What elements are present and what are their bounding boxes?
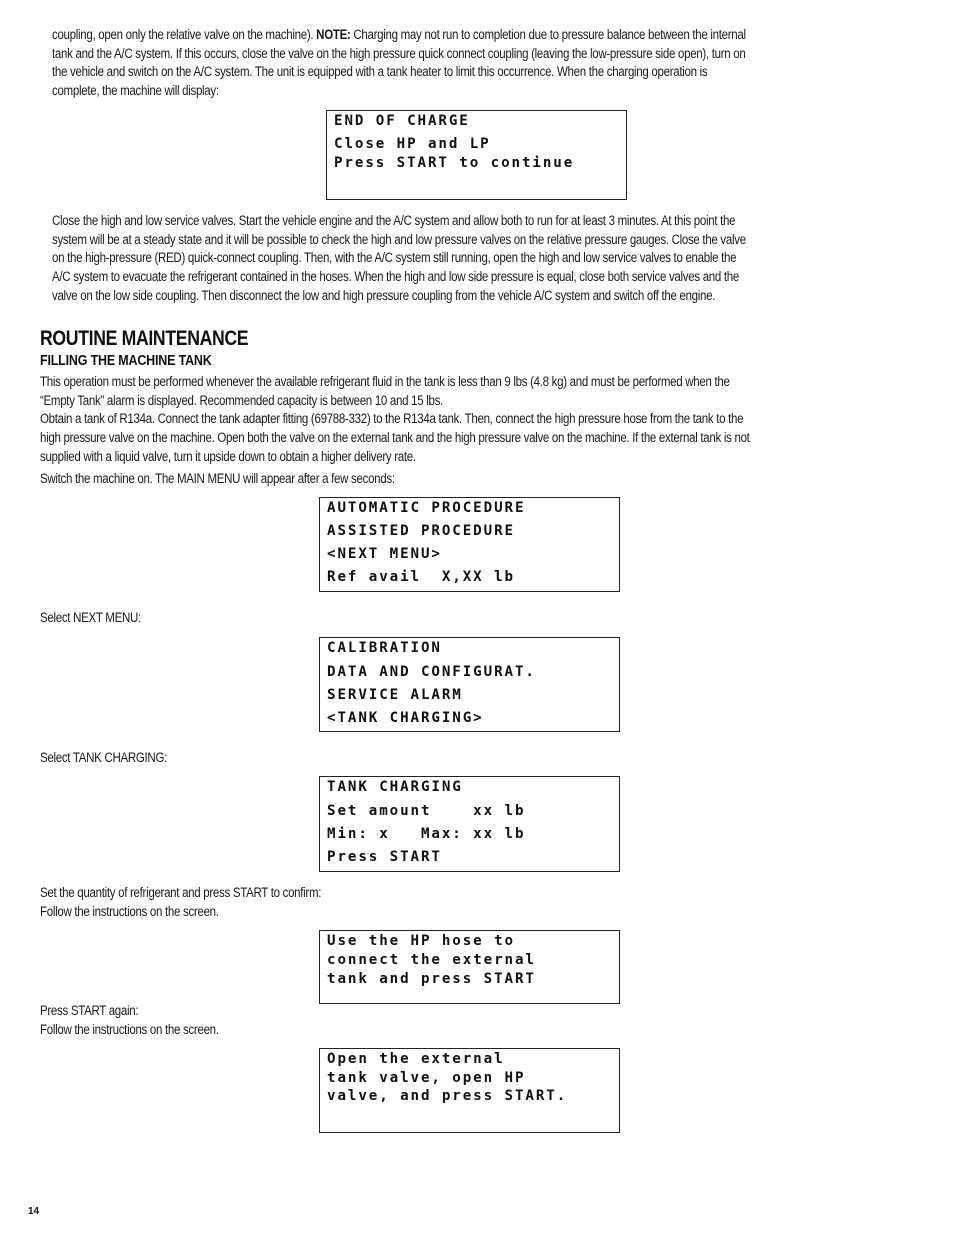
lcd-line: connect the external <box>327 952 536 968</box>
switch-on-line: Switch the machine on. The MAIN MENU will appear after a few seconds: <box>40 471 395 486</box>
lcd-use-hp-hose <box>319 930 620 1004</box>
intro-line-3: the vehicle and switch on the A/C system. The unit is equipped with a tank heater to limit this occurrence. When the charging operation is <box>52 64 708 80</box>
lcd-line: SERVICE ALARM <box>327 687 463 703</box>
lcd-line: CALIBRATION <box>327 640 442 656</box>
close-valves-line: valve on the low side coupling. Then disconnect the low and high pressure coupling from the vehicle A/C system and switch off the engine. <box>52 287 716 303</box>
step-press-start: Press START again: Follow the instructions on the screen. <box>40 1003 219 1037</box>
lcd-line: END OF CHARGE <box>334 113 470 129</box>
filling-line: “Empty Tank” alarm is displayed. Recommended capacity is between 10 and 15 lbs. <box>40 392 443 408</box>
lcd-tank-charging <box>319 776 620 872</box>
section-subtitle: FILLING THE MACHINE TANK <box>40 353 212 369</box>
lcd-line: tank and press START <box>327 971 536 987</box>
close-valves-line: Close the high and low service valves. Start the vehicle engine and the A/C system and allow both to run for at least 3 minutes. At this point the <box>52 213 736 228</box>
section-title: ROUTINE MAINTENANCE <box>40 327 249 350</box>
filling-line: high pressure valve on the machine. Open both the valve on the external tank and the high pressure valve on the machine. If the external tank is not <box>40 430 750 446</box>
close-valves-line: A/C system to evacuate the refrigerant contained in the hoses. When the high and low side pressure is equal, close both service valves and the <box>52 269 740 285</box>
lcd-line: <NEXT MENU> <box>327 546 442 562</box>
filling-paragraph <box>40 373 750 467</box>
lcd-line: Press START <box>327 849 442 865</box>
lcd-line: Ref avail X,XX lb <box>327 569 515 585</box>
page-number: 14 <box>28 1206 40 1217</box>
lcd-line: <TANK CHARGING> <box>327 710 484 726</box>
lcd-main-menu <box>319 497 620 592</box>
lcd-line: valve, and press START. <box>327 1088 568 1104</box>
close-valves-line: system will be at a steady state and it will be possible to check the high and low pressure valves on the relative pressure gauges. Close the valve <box>52 231 746 247</box>
filling-line: supplied with a liquid valve, turn it upside down to obtain a higher delivery rate. <box>40 448 416 464</box>
lcd-line: AUTOMATIC PROCEDURE <box>327 500 526 516</box>
lcd-line: DATA AND CONFIGURAT. <box>327 664 536 680</box>
step-set-quantity: Set the quantity of refrigerant and press START to confirm: Follow the instructions on the screen. <box>40 885 322 919</box>
filling-line: Obtain a tank of R134a. Connect the tank adapter fitting (69788-332) to the R134a tank. Then, connect the high pressure hose from the tank to the <box>40 411 744 427</box>
step-next-menu: Select NEXT MENU: <box>40 610 141 625</box>
lcd-next-menu <box>319 637 620 732</box>
close-valves-paragraph <box>52 212 746 306</box>
lcd-line: Use the HP hose to <box>327 933 515 949</box>
close-valves-line: on the high-pressure (RED) quick-connect coupling. Then, with the A/C system still running, open the high and low service valves to enable the <box>52 250 737 266</box>
lcd-open-tank <box>319 1048 620 1133</box>
intro-paragraph <box>52 26 746 101</box>
intro-line-2: tank and the A/C system. If this occurs, close the valve on the high pressure quick connect coupling (leaving the low-pressure side open), turn on <box>52 45 746 61</box>
intro-line-4: complete, the machine will display: <box>52 83 219 99</box>
lcd-line: TANK CHARGING <box>327 779 463 795</box>
lcd-line: Min: x Max: xx lb <box>327 826 526 842</box>
lcd-line: Open the external <box>327 1051 505 1067</box>
lcd-line: Press START to continue <box>334 155 575 171</box>
lcd-end-of-charge <box>326 110 627 200</box>
lcd-line: Close HP and LP <box>334 136 491 152</box>
note-label: NOTE: <box>316 27 351 42</box>
lcd-line: ASSISTED PROCEDURE <box>327 523 515 539</box>
lcd-line: Set amount xx lb <box>327 803 526 819</box>
step-tank-charging: Select TANK CHARGING: <box>40 750 167 765</box>
lcd-line: tank valve, open HP <box>327 1070 526 1086</box>
filling-line: This operation must be performed whenever the available refrigerant fluid in the tank is less than 9 lbs (4.8 kg) and must be performed when the <box>40 374 730 389</box>
intro-line-1: coupling, open only the relative valve on the machine). NOTE: Charging may not run to completion due to pressure balance between the internal <box>52 27 746 42</box>
switch-on-instruction <box>40 470 395 489</box>
